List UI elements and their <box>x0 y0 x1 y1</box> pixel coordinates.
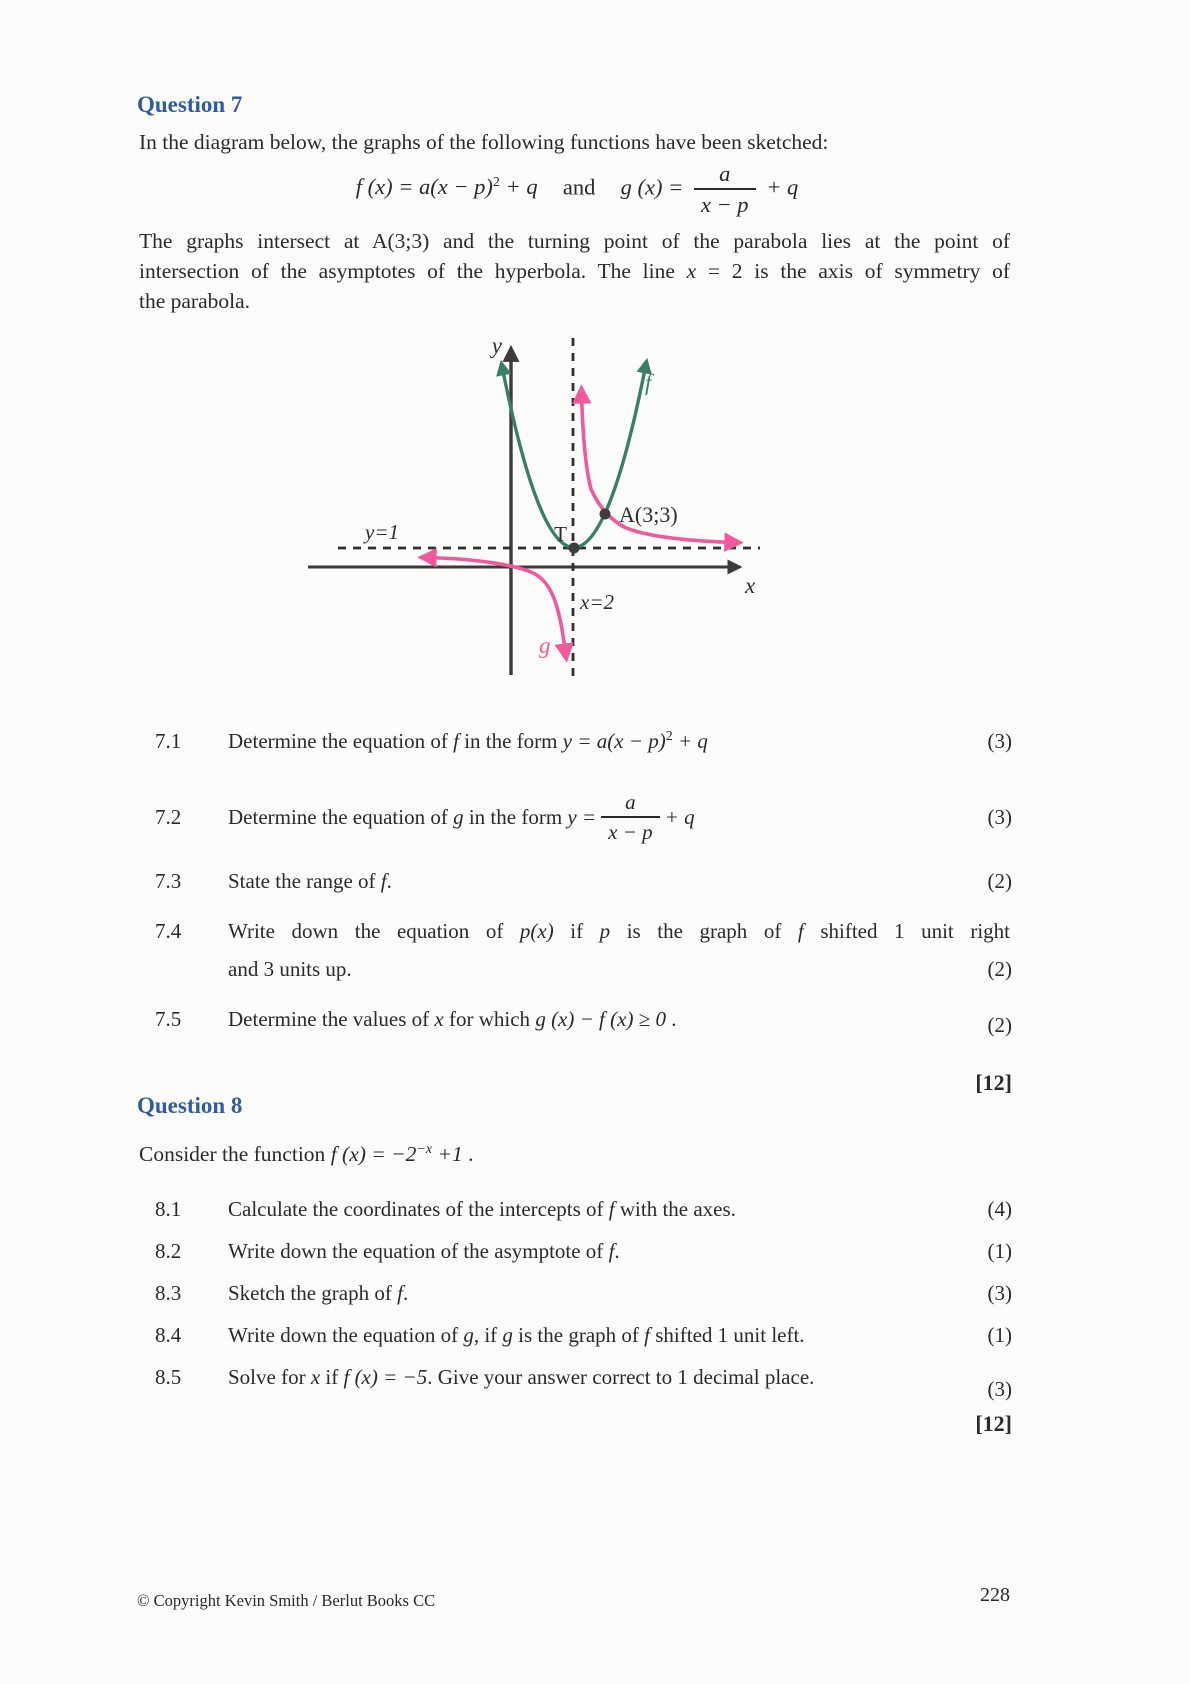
item-mark: (1) <box>987 1239 1012 1263</box>
x-axis-label: x <box>745 573 756 598</box>
item-mark: (3) <box>987 805 1012 829</box>
horizontal-asymptote-label: y=1 <box>365 520 399 544</box>
item-number: 7.3 <box>155 869 182 893</box>
item-text-suffix: + q <box>664 804 695 829</box>
item-number: 8.4 <box>155 1323 182 1347</box>
item-text: Determine the equation of f in the form $y = a(x - p)^2 + q$ <box>228 729 708 753</box>
item-text-line1: Write down the equation of p(x) if p is the graph of f shifted 1 unit right <box>228 919 1010 943</box>
question8-heading: Question 8 <box>137 1093 243 1118</box>
item-text: State the range of f. <box>228 869 392 893</box>
item-text-line2: and 3 units up. <box>228 957 352 981</box>
question8-intro: Consider the function f $(x) = -2^{-x} +1$ . <box>139 1142 474 1166</box>
item-mark: (2) <box>987 869 1012 893</box>
item-text: Determine the values of x for which g (x) − f (x) ≥ 0 . <box>228 1007 677 1031</box>
formula-g-lhs: g (x) = <box>620 174 684 200</box>
item-text: Sketch the graph of f. <box>228 1281 409 1305</box>
question7-formula <box>137 162 1017 216</box>
item-number: 7.2 <box>155 805 182 829</box>
item-number: 8.3 <box>155 1281 182 1305</box>
intersection-point-label: A(3;3) <box>619 502 678 527</box>
item-number: 7.1 <box>155 729 182 753</box>
item-text: Write down the equation of g, if g is the graph of f shifted 1 unit left. <box>228 1323 805 1347</box>
question7-intro: In the diagram below, the graphs of the following functions have been sketched: <box>139 130 829 154</box>
item-mark: (2) <box>987 1013 1012 1037</box>
item-fraction <box>601 791 660 842</box>
item-mark: (1) <box>987 1323 1012 1347</box>
question7-total-marks: [12] <box>975 1070 1012 1095</box>
paragraph-line3: the parabola. <box>139 289 251 313</box>
hyperbola-label: g <box>539 633 551 658</box>
paragraph-line2: intersection of the asymptotes of the hyperbola. The line x = 2 is the axis of symmetry of <box>139 259 1010 283</box>
item-text: Calculate the coordinates of the intercepts of f with the axes. <box>228 1197 736 1221</box>
parabola-label: f <box>645 370 652 395</box>
fraction-bar <box>601 816 660 818</box>
copyright-notice: © Copyright Kevin Smith / Berlut Books CC <box>137 1591 436 1610</box>
item-mark: (3) <box>987 1281 1012 1305</box>
item-mark: (3) <box>987 729 1012 753</box>
item-mark: (3) <box>987 1377 1012 1401</box>
item-mark: (2) <box>987 957 1012 981</box>
item-number: 7.5 <box>155 1007 182 1031</box>
formula-g-fraction <box>694 162 756 216</box>
item-number: 8.1 <box>155 1197 182 1221</box>
vertical-asymptote-label: x=2 <box>580 590 614 614</box>
y-axis-label: y <box>491 333 502 358</box>
fraction-numerator: a <box>719 161 731 186</box>
item-text: Solve for x if f (x) = −5. Give your answer correct to 1 decimal place. <box>228 1365 815 1389</box>
item-text <box>228 788 695 846</box>
question7-heading: Question 7 <box>137 92 243 117</box>
item-number: 7.4 <box>155 919 182 943</box>
question8-total-marks: [12] <box>975 1411 1012 1436</box>
item-mark: (4) <box>987 1197 1012 1221</box>
turning-point-label: T <box>554 522 567 546</box>
formula-g-rhs: + q <box>766 174 799 200</box>
item-text-prefix: Determine the equation of g in the form y = <box>228 804 597 829</box>
fraction-bar <box>694 188 756 190</box>
formula-conjunction: and <box>562 174 596 200</box>
fraction-denominator: x − p <box>700 191 749 217</box>
item-number: 8.2 <box>155 1239 182 1263</box>
fraction-numerator: a <box>625 790 636 815</box>
intersection-point-dot <box>600 509 611 520</box>
item-number: 8.5 <box>155 1365 182 1389</box>
item-text: Write down the equation of the asymptote of f. <box>228 1239 620 1263</box>
turning-point-dot <box>569 543 580 554</box>
function-graph-diagram <box>290 300 910 680</box>
formula-f: f $(x) = a(x - p)^2 + q$ <box>355 174 538 200</box>
paragraph-line1: The graphs intersect at A(3;3) and the turning point of the parabola lies at the point of <box>139 229 1010 253</box>
page-number: 228 <box>980 1584 1010 1606</box>
fraction-denominator: x − p <box>608 819 653 844</box>
